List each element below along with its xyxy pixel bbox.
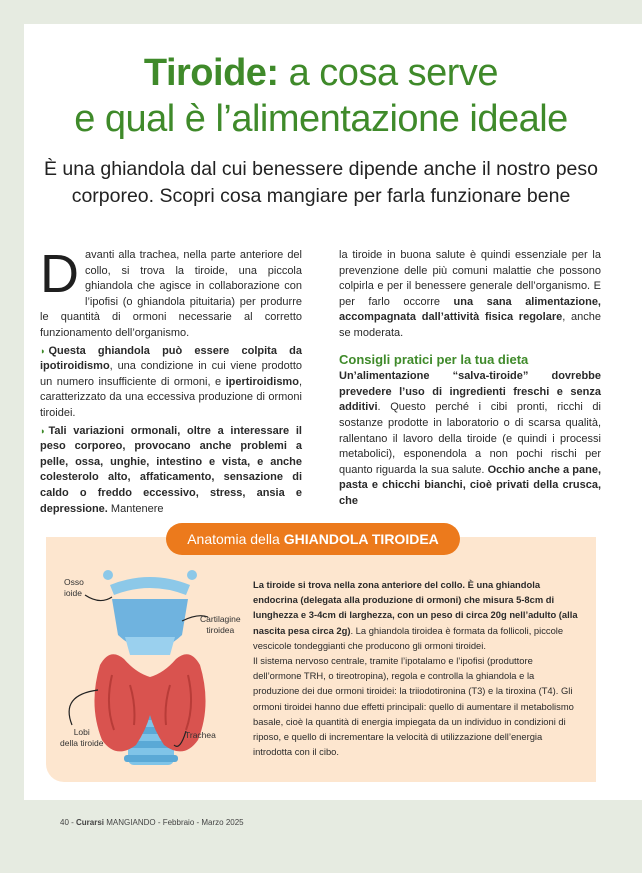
page-number: 40 [60, 818, 69, 827]
right-paragraph-2 [339, 369, 601, 509]
left-column [40, 244, 302, 519]
page-footer [60, 818, 244, 827]
box-text-rest2: Il sistema nervoso centrale, tramite l’ipotalamo e l’ipofisi (produttore dell’ormone TRH, o tireotropina), regola e controlla la ghiandola e la produzione dei due ormoni tiroidei: la triiodotironina (T3) e la tiroxina (T4). Gli ormoni tiroidei hanno due effetti principali: quello di aumentare il metabolismo basale, cioè la quantità di energia impiegata da un individuo in condizioni di riposo, e quello di incrementare la velocità di utilizzazione dell’energia introdotta con il cibo. [253, 655, 574, 758]
bullet-icon: ◗ [40, 345, 46, 356]
issue-date: - Febbraio - Marzo 2025 [155, 818, 244, 827]
left-p2-bold1: Questa ghiandola può essere colpita da ipotiroidismo [40, 344, 302, 373]
right-p2-bold: Un’alimentazione “salva-tiroide” dovrebbe prevedere l’uso di ingredienti freschi e senza additivi [339, 370, 601, 414]
right-p1-bold: una sana alimentazione, accompagnata dall’attività fisica regolare [339, 295, 601, 324]
box-text-rest1: . La ghiandola tiroidea è formata da follicoli, piccole vescicole tondeggianti che producono gli ormoni tiroidei. [253, 624, 564, 651]
magazine-name: Curarsi [76, 818, 105, 827]
left-paragraph-1 [40, 244, 302, 342]
dropcap: D [40, 244, 79, 304]
article-title-line1 [0, 52, 642, 95]
title-rest: a cosa serve [278, 52, 499, 94]
title-strong: Tiroide: [143, 52, 279, 94]
right-p2-mid: . Questo perché i cibi pronti, ricchi di sostanze prodotte in laboratorio o di scarsa qualità, rallentano il lavoro della tiroide (e quindi i processi metabolici), esponendola a non pochi rischi per quanto riguarda la sua salute. [339, 401, 601, 476]
anatomy-box-title [166, 523, 460, 555]
left-p2-bold2: ipertiroidismo [225, 375, 299, 388]
section-subheading: Consigli pratici per la tua dieta [339, 351, 529, 367]
left-p3-end: Mantenere [107, 502, 164, 515]
label-lobi: Lobi della tiroide [60, 727, 104, 748]
right-p2-bold2: Occhio anche a pane, pasta e chicchi bianchi, cioè privati della crusca, che [339, 463, 601, 507]
left-p2-end: , caratterizzato da una eccessiva produzione di ormoni tiroidei. [40, 375, 302, 419]
article-subtitle: È una ghiandola dal cui benessere dipende anche il nostro peso corporeo. Scopri cosa mangiare per farla funzionare bene [44, 158, 598, 207]
left-paragraph-2 [40, 344, 302, 422]
arrow-osso-icon [85, 595, 112, 601]
footer-separator: - [68, 818, 77, 827]
label-trachea: Trachea [185, 730, 216, 740]
arrow-lobi-icon [69, 690, 98, 725]
right-column [339, 248, 601, 512]
left-paragraph-3 [40, 424, 302, 518]
left-p1-text: avanti alla trachea, nella parte anteriore del collo, si trova la tiroide, una piccola ghiandola che agisce in collaborazione con l’ipofisi (o ghiandola pituitaria) per produrre le quantità di ormoni necessarie al corretto funzionamento dell’organismo. [40, 249, 302, 339]
label-osso-ioide: Osso ioide [64, 577, 84, 598]
bullet-icon: ◗ [40, 425, 46, 436]
right-paragraph-1 [339, 248, 601, 342]
label-cartilagine: Cartilagine tiroidea [200, 614, 241, 635]
magazine-name-2: MANGIANDO [104, 818, 156, 827]
left-p2-mid: , una condizione in cui viene prodotto un numero insufficiente di ormoni, e [40, 360, 302, 388]
hyoid-bone-shape [110, 577, 190, 595]
right-p1-end: , anche se moderata. [339, 311, 601, 339]
article-title-line2: e qual è l’alimentazione ideale [74, 98, 568, 140]
left-p3-bold: Tali variazioni ormonali, oltre a interessare il peso corporeo, provocano anche problemi a pelle, ossa, unghie, intestino e vista, e anche colesterolo alto, affaticamento, sensazione di caldo o freddo eccessivo, stress, ansia e depressione. [40, 424, 302, 515]
box-title-normal: Anatomia della [187, 531, 284, 547]
box-text-bold: La tiroide si trova nella zona anteriore del collo. È una ghiandola endocrina (delegata alla produzione di ormoni) che misura 5-8cm di lunghezza e 3-4cm di larghezza, con un peso di circa 20g nell’adulto (alla nascita pesa circa 2g) [253, 579, 578, 636]
right-p1-start: la tiroide in buona salute è quindi essenziale per la prevenzione delle più comuni malattie che possono colpirla e per il benessere generale dell’organismo. E per farlo occorre [339, 249, 601, 308]
box-title-bold: GHIANDOLA TIROIDEA [283, 531, 439, 547]
anatomy-box-text [253, 577, 583, 759]
